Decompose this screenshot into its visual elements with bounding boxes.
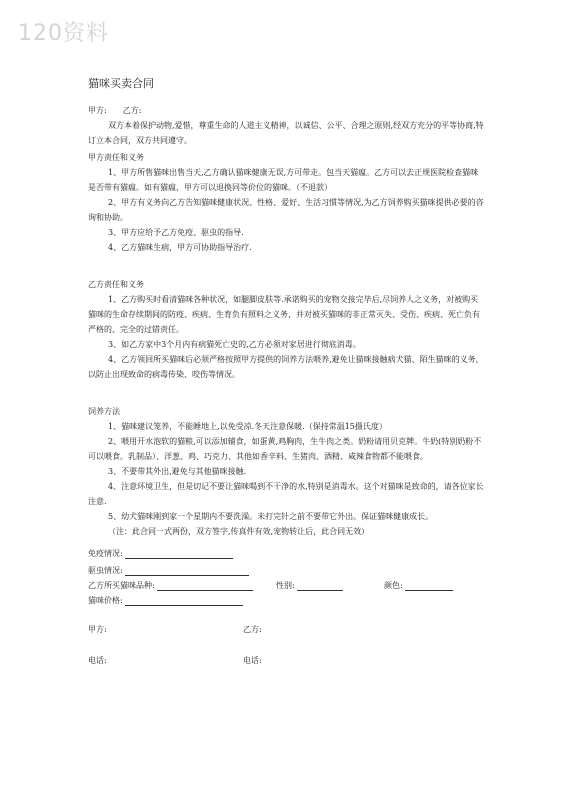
care-item-2: 2、喂用开水泡软的猫粮,可以添加辅食，如蛋黄,鸡胸肉，生牛肉之类。奶粉请用贝克牌。牛奶(特别奶粉不可以喂食。乳制品）、洋葱、鸡、巧克力、其他如香辛料、生猪肉、酒精、咸辣食物都不能喂食。 (88, 437, 482, 461)
breed-blank[interactable] (157, 581, 253, 591)
deworm-label: 驱虫情况: (88, 566, 123, 575)
care-item-4: 4、注意环境卫生，但是切记不要让猫咪喝到不干净的水,特别是消毒水。这个对猫咪是致命的，请各位家长注意. (88, 482, 484, 506)
gender-blank[interactable] (297, 581, 343, 591)
party-a-item-4: 4、乙方猫咪生病，甲方可协助指导治疗. (108, 243, 252, 252)
vaccine-label: 免疫情况: (88, 549, 123, 558)
section-heading-party-a: 甲方责任和义务 (88, 153, 144, 162)
intro-paragraph: 双方本着保护动物,爱惜，尊重生命的人道主义精神，以诚信、公平、合理之原则,经双方充分的平等协商,特订立本合同，双方共同遵守。 (88, 121, 484, 145)
signature-party-a: 甲方: (88, 625, 107, 634)
price-label: 猫咪价格: (88, 596, 123, 605)
party-a-item-1: 1、甲方所售猫咪出售当天,乙方确认猫咪健康无误,方可带走。包当天猫瘟。乙方可以去正规医院检查猫咪是否带有猫瘟。如有猫瘟，甲方可以退换同等价位的猫咪。（不退款） (88, 168, 479, 192)
section-heading-care: 饲养方法 (88, 407, 120, 416)
contract-note: （注：此合同一式两份，双方签字,传真件有效,宠物转让后，此合同无效） (108, 527, 370, 536)
parties-line: 甲方: 乙方: (88, 106, 142, 115)
watermark-logo: 120资料 (18, 21, 109, 46)
color-blank[interactable] (405, 581, 453, 591)
party-b-item-4: 4、乙方领回所买猫咪后必须严格按照甲方提供的饲养方法喂养,避免让猫咪接触病犬猫、陌生猫咪的义务，以防止出现致命的病毒传染、咬伤等情况。 (88, 355, 484, 379)
phone-party-a: 电话: (88, 656, 107, 665)
party-b-item-1: 1、乙方购买时看清猫咪各种状况，如腿脚皮肤等.承诺购买的宠物交接完毕后,尽饲养人之义务，对被购买猫咪的生命存续期间的防疫、疾病、生育负有照料之义务，并对被买猫咪的非正常灭失、受伤、疾病、死亡负有严格的、完全的过错责任。 (88, 295, 480, 334)
phone-party-b: 电话: (243, 656, 262, 665)
color-label: 颜色: (384, 581, 403, 590)
vaccine-blank[interactable] (125, 549, 233, 559)
care-item-5: 5、幼犬猫咪刚到家一个星期内不要洗澡。未打完针之前不要带它外出。保证猫咪健康成长。 (108, 512, 434, 521)
party-a-item-3: 3、甲方应给予乙方免疫、驱虫的指导. (108, 228, 244, 237)
care-item-3: 3、不要带其外出,避免与其他猫咪接触. (108, 467, 247, 476)
party-a-item-2: 2、甲方有义务向乙方告知猫咪健康状况、性格、爱好、生活习惯等情况,为乙方饲养购买猫咪提供必要的咨询和协助。 (88, 198, 484, 222)
contract-body (88, 103, 486, 539)
breed-label: 乙方所买猫咪品种: (88, 581, 155, 590)
gender-label: 性别: (276, 581, 295, 590)
document-title: 猫咪买卖合同 (88, 77, 154, 90)
deworm-blank[interactable] (125, 566, 249, 576)
party-b-item-3: 3、如乙方家中3个月内有病猫死亡史的,乙方必须对家居进行彻底消毒。 (108, 340, 361, 349)
signature-party-b: 乙方: (243, 625, 262, 634)
price-blank[interactable] (125, 596, 243, 606)
care-item-1: 1、猫咪建议笼养，不能睡地上,以免受凉.冬天注意保暖.（保持常温15摄氏度） (108, 422, 387, 431)
section-heading-party-b: 乙方责任和义务 (88, 280, 144, 289)
